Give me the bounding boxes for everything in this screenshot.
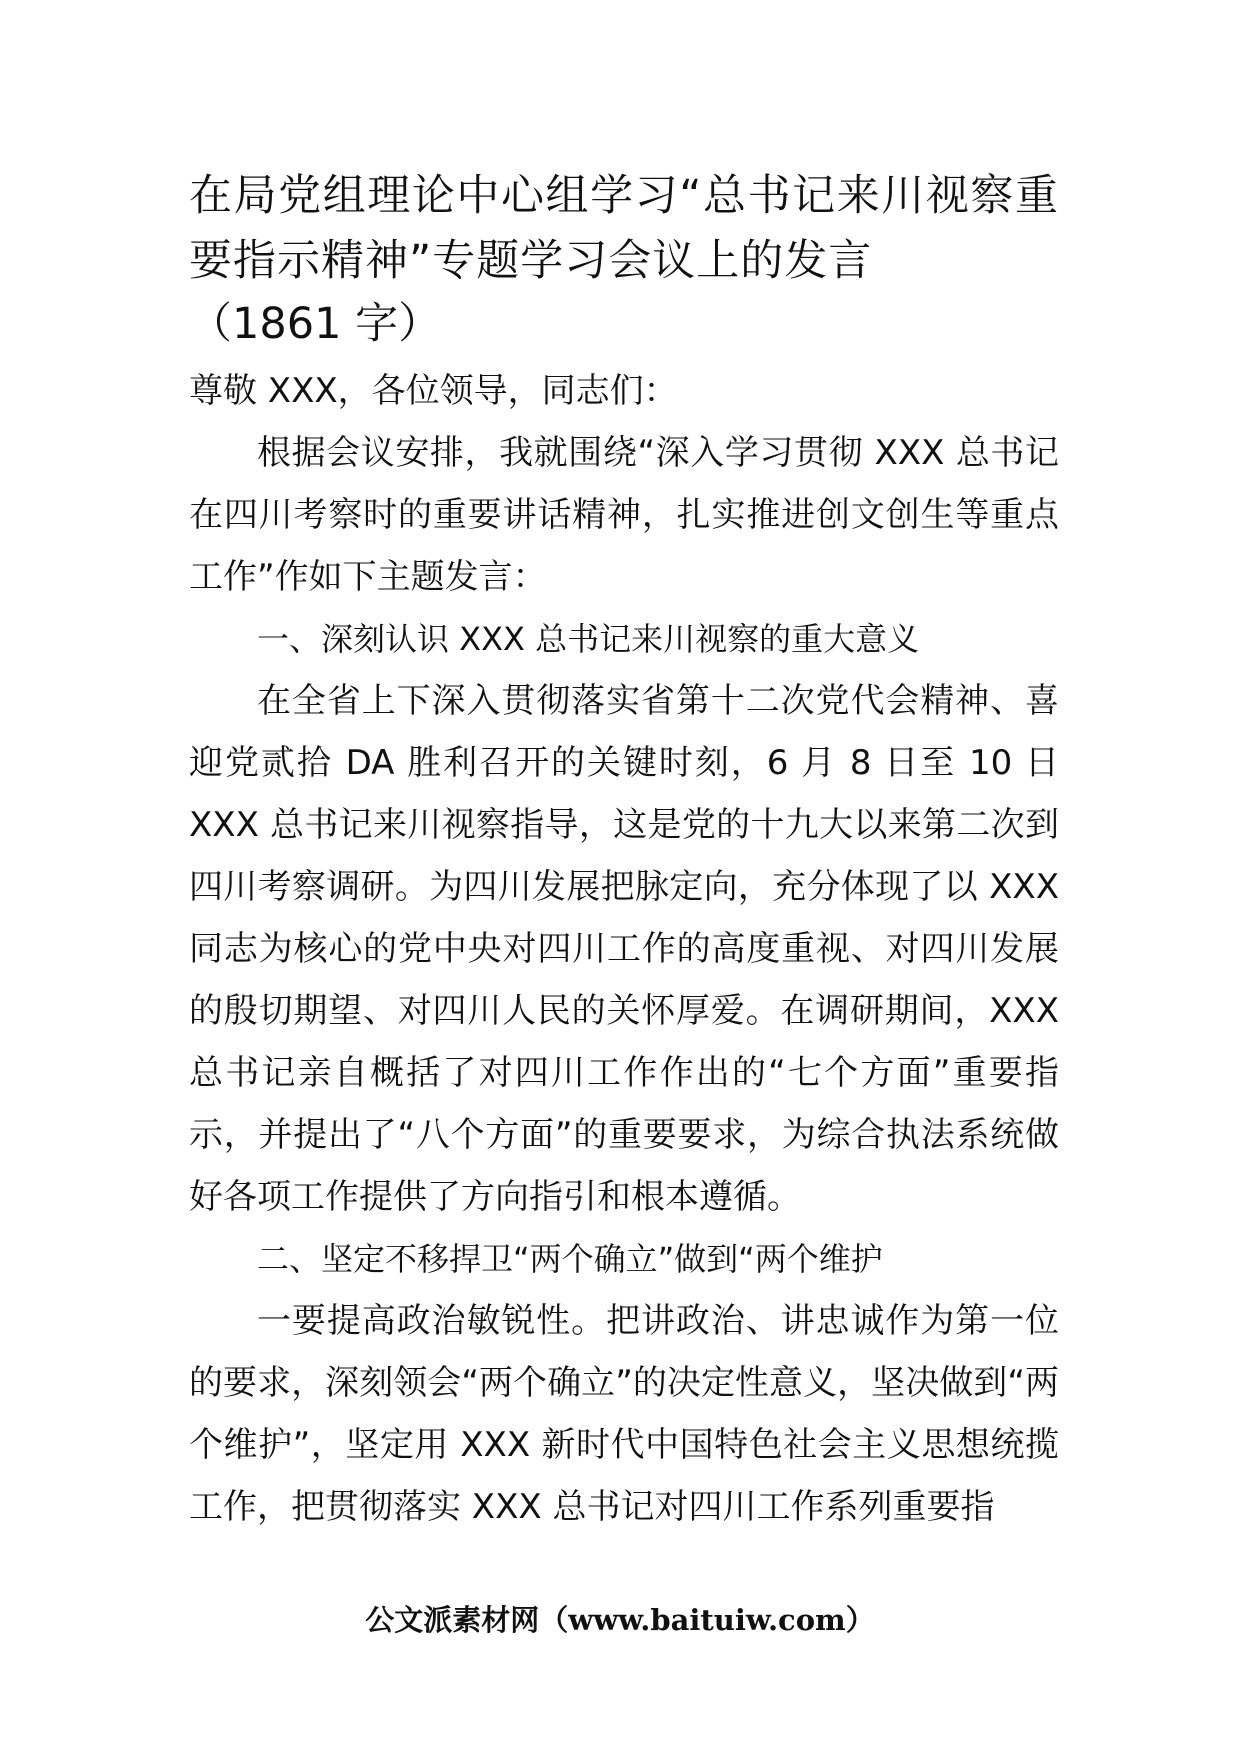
footer-watermark: 公文派素材网（www.baituiw.com）	[365, 1603, 875, 1637]
section-2-paragraph: 一要提高政治敏锐性。把讲政治、讲忠诚作为第一位的要求，深刻领会“两个确立”的决定性意义，坚决做到“两个维护”，坚定用 XXX 新时代中国特色社会主义思想统揽工作，把贯彻落实 XXX 总书记对四川工作系列重要指	[189, 1301, 1059, 1527]
section-1-paragraph: 在全省上下深入贯彻落实省第十二次党代会精神、喜迎党贰拾 DA 胜利召开的关键时刻，6 月 8 日至 10 日 XXX 总书记来川视察指导，这是党的十九大以来第二次到四川考察调研。为四川发展把脉定向，充分体现了以 XXX 同志为核心的党中央对四川工作的高度重视、对四川发展的殷切期望、对四川人民的关怀厚爱。在调研期间，XXX 总书记亲自概括了对四川工作作出的“七个方面”重要指示，并提出了“八个方面”的重要要求，为综合执法系统做好各项工作提供了方向指引和根本遵循。	[189, 681, 1059, 1217]
document-title: 在局党组理论中心组学习“总书记来川视察重要指示精神”专题学习会议上的发言	[189, 171, 1059, 286]
section-2-heading: 二、坚定不移捍卫“两个确立”做到“两个维护	[257, 1240, 883, 1278]
section-1-heading: 一、深刻认识 XXX 总书记来川视察的重大意义	[257, 620, 920, 658]
intro-paragraph: 根据会议安排，我就围绕“深入学习贯彻 XXX 总书记在四川考察时的重要讲话精神，扎实推进创文创生等重点工作”作如下主题发言：	[189, 433, 1059, 597]
title-char-count: （1861 字）	[189, 299, 442, 349]
document-body	[189, 164, 1059, 1538]
salutation: 尊敬 XXX，各位领导，同志们：	[189, 371, 678, 411]
